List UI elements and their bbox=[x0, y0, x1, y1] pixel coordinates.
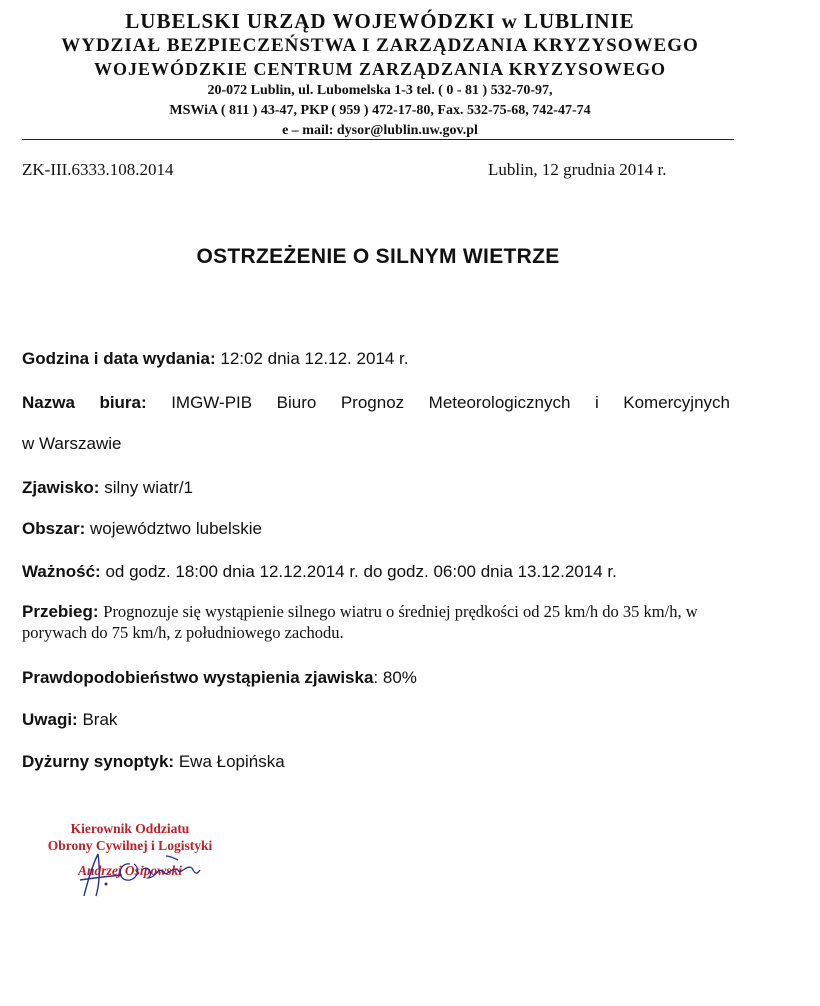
office-value-word: Komercyjnych bbox=[623, 393, 730, 412]
place-date: Lublin, 12 grudnia 2014 r. bbox=[488, 160, 667, 179]
remarks-value: Brak bbox=[82, 710, 118, 729]
phenomenon-label: Zjawisko: bbox=[22, 478, 100, 497]
validity-row bbox=[22, 562, 617, 582]
area-label: Obszar: bbox=[22, 519, 86, 538]
office-value-word: i bbox=[594, 393, 599, 412]
forecaster-value: Ewa Łopińska bbox=[178, 752, 285, 771]
office-value-word: Meteorologicznych bbox=[428, 393, 571, 412]
validity-value: od godz. 18:00 dnia 12.12.2014 r. do godz. 06:00 dnia 13.12.2014 r. bbox=[105, 562, 617, 581]
issue-time-row bbox=[22, 349, 408, 369]
letterhead-divider bbox=[22, 139, 734, 140]
forecaster-label: Dyżurny synoptyk: bbox=[22, 752, 175, 771]
office-row bbox=[22, 393, 730, 413]
stamp-name: Andrzej Osipowski bbox=[78, 863, 182, 878]
stamp-title-line: Kierownik Oddziatu bbox=[70, 821, 190, 836]
stamp-title-line: Obrony Cywilnej i Logistyki bbox=[47, 838, 213, 853]
office-label-word: biura: bbox=[99, 393, 147, 412]
signature-stamp bbox=[30, 820, 230, 900]
office-value-word: Prognoz bbox=[340, 393, 405, 412]
office-value-line2: w Warszawie bbox=[22, 434, 122, 453]
document-title: OSTRZEŻENIE O SILNYM WIETRZE bbox=[196, 245, 560, 268]
area-value: województwo lubelskie bbox=[90, 519, 263, 538]
office-value-word: Biuro bbox=[276, 393, 317, 412]
letterhead-center: WOJEWÓDZKIE CENTRUM ZARZĄDZANIA KRYZYSOWEGO bbox=[94, 59, 666, 79]
issue-time-value: 12:02 dnia 12.12. 2014 r. bbox=[220, 349, 409, 368]
office-value-word: IMGW-PIB bbox=[171, 393, 253, 412]
probability-label: Prawdopodobieństwo wystąpienia zjawiska bbox=[22, 668, 374, 687]
letterhead-department: WYDZIAŁ BEZPIECZEŃSTWA I ZARZĄDZANIA KRYZYSOWEGO bbox=[61, 35, 699, 56]
issue-time-label: Godzina i data wydania: bbox=[22, 349, 216, 368]
remarks-row bbox=[22, 710, 117, 730]
office-label-word: Nazwa bbox=[22, 393, 75, 412]
handwritten-signature bbox=[70, 842, 220, 902]
letterhead-office-name: LUBELSKI URZĄD WOJEWÓDZKI w LUBLINIE bbox=[125, 9, 635, 33]
letterhead bbox=[0, 8, 760, 141]
letterhead-phones: MSWiA ( 811 ) 43-47, PKP ( 959 ) 472-17-80, Fax. 532-75-68, 742-47-74 bbox=[169, 103, 591, 118]
phenomenon-value: silny wiatr/1 bbox=[104, 478, 194, 497]
probability-row bbox=[22, 668, 417, 688]
course-label: Przebieg: bbox=[22, 602, 99, 621]
course-row bbox=[22, 601, 722, 643]
phenomenon-row bbox=[22, 478, 193, 498]
forecaster-row bbox=[22, 752, 285, 772]
probability-value: : 80% bbox=[373, 668, 417, 687]
remarks-label: Uwagi: bbox=[22, 710, 78, 729]
area-row bbox=[22, 519, 262, 539]
letterhead-email: e – mail: dysor@lublin.uw.gov.pl bbox=[282, 123, 478, 138]
letterhead-address: 20-072 Lublin, ul. Lubomelska 1-3 tel. ( 0 - 81 ) 532-70-97, bbox=[207, 83, 553, 98]
case-number: ZK-III.6333.108.2014 bbox=[22, 160, 174, 179]
validity-label: Ważność: bbox=[22, 562, 101, 581]
course-value: Prognozuje się wystąpienie silnego wiatru o średniej prędkości od 25 km/h do 35 km/h, w porywach do 75 km/h, z południowego zachodu. bbox=[22, 602, 698, 642]
